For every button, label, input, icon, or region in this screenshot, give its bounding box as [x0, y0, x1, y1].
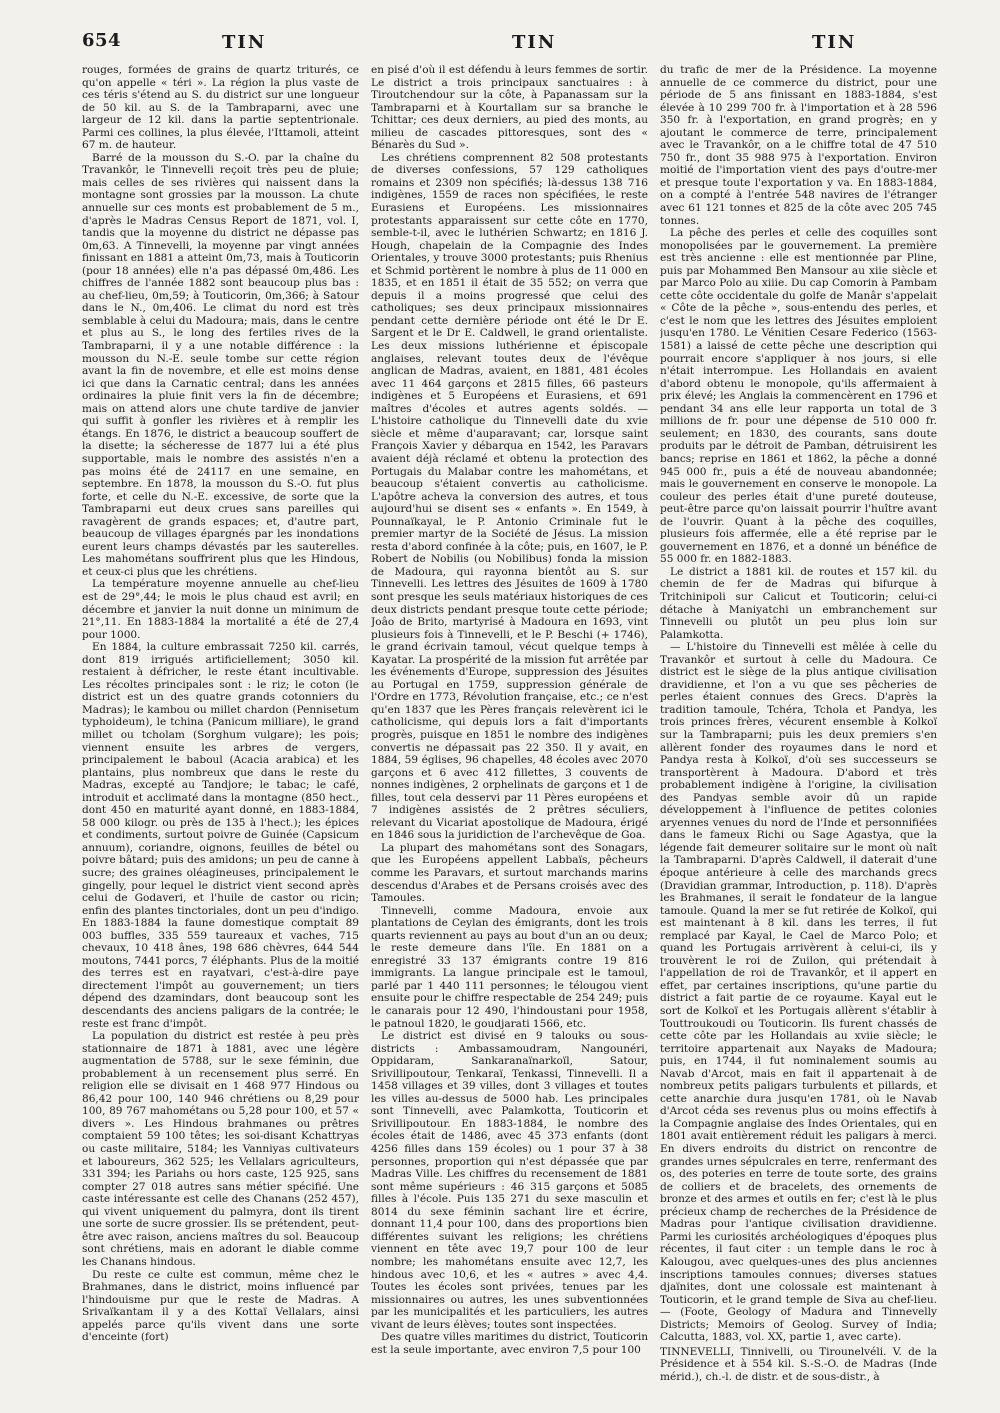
column-1	[82, 64, 359, 1384]
paragraph: La pêche des perles et celle des coquilles sont monopolisées par le gouvernement. La première est très ancienne : elle est mentionnée par Pline, puis par Mohammed Ben Mansour au xiie siècle et par Marco Polo au xiiie. Du cap Comorin à Pambam cette côte occidentale du golfe de Manâr s'appelait « Côte de la pêche », sous-entendu des perles, et c'est le nom que les lettres des Jésuites emploient jusqu'en 1780. Le Vénitien Cesare Federico (1563-1581) a laissé de cette pêche une description qui pourrait encore s'appliquer à nos jours, si elle n'était interrompue. Les Hollandais en avaient d'abord obtenu le monopole, qu'ils affermaient à prix élevé; les Anglais la commencèrent en 1796 et pendant 34 ans elle leur rapporta un total de 3 millions de fr. pour une dépense de 510 000 fr. seulement; en 1830, des courants, sans doute produits par le détroit de Pamban, détruisirent les bancs; reprise en 1861 et 1862, la pêche a donné 945 000 fr., puis a été de nouveau abandonnée; mais le gouvernement en conserve le monopole. La couleur des perles était d'une pureté douteuse, peut-être parce qu'on laissait pourrir l'huître avant de l'ouvrir. Quant à la pêche des coquilles, plusieurs fois affermée, elle a été reprise par le gouvernement en 1876, et a donné un bénéfice de 55 000 fr. en 1882-1883.	[660, 227, 937, 566]
paragraph: — L'histoire du Tinnevelli est mêlée à celle du Travankôr et surtout à celle du Madoura. Ce district est le siège de la plus antique civilisation dravidienne, et l'on a vu que ses pêcheries de perles étaient connues des Grecs. D'après la tradition tamoule, Tchéra, Tchola et Pandya, les trois princes frères, vécurent ensemble à Kolkoï sur la Tambraparni; puis les deux premiers s'en allèrent fonder des royaumes dans le nord et Pandya resta à Kolkoï, d'où ses successeurs se transportèrent à Madoura. D'abord et très probablement indigène à l'origine, la civilisation des Pandyas semble avoir dû un rapide développement à l'influence de petites colonies aryennes venues du nord de l'Inde et personnifiées dans le fameux Richi ou Sage Agastya, que la légende fait demeurer solitaire sur le mont où naît la Tambraparni. D'après Caldwell, il daterait d'une époque antérieure à celle des marchands grecs (Dravidian grammar, Introduction, p. 118). D'après les Brahmanes, il serait le fondateur de la langue tamoule. Quand la mer se fut retirée de Kolkoï, qui est maintenant à 8 kil. dans les terres, il fut remplacé par Kayal, le Cael de Marco Polo; et quand les Portugais arrivèrent à celui-ci, ils y trouvèrent le roi de Zuilon, qui prétendait à l'appellation de roi de Travankôr, et il appert en effet, par certaines inscriptions, qu'une partie du district a fait partie de ce royaume. Kayal eut le sort de Kolkoï et les Portugais allèrent s'établir à Touttroukoudi ou Touticorin. Ils furent chassés de cette côte par les Hollandais au xviie siècle; le territoire appartenait aux Nayaks de Madoura; puis, en 1744, il fut nominalement soumis au Navab d'Arcot, mais en fait il appartenait à de nombreux petits paligars turbulents et pillards, et cette anarchie dura jusqu'en 1781, où le Navab d'Arcot céda ses revenus plus ou moins effectifs à la Compagnie anglaise des Indes Orientales, qui en 1801 avait entièrement réduit les paligars à merci. En divers endroits du district on rencontre de grandes urnes sépulcrales en terre, renfermant des os, des poteries en terre de toute sorte, des grains de colliers et de bracelets, des ornements de bronze et des armes et outils en fer; c'est là le plus précieux champ de recherches de la Présidence de Madras pour l'antique civilisation dravidienne. Parmi les curiosités archéologiques d'époques plus récentes, il faut citer : un temple dans le roc à Kalougou, avec quelques-unes des plus anciennes inscriptions tamoules connues; diverses statues djaïnites, dont une colossale est maintenant à Touticorin, et le grand temple de Siva au chef-lieu. — (Foote, Geology of Madura and Tinnevelly Districts; Memoirs of Geolog. Survey of India; Calcutta, 1883, vol. XX, partie 1, avec carte).	[660, 641, 937, 1344]
paragraph: Le district a 1881 kil. de routes et 157 kil. du chemin de fer de Madras qui bifurque à Tritchinipoli sur Calicut et Touticorin; celui-ci détache à Maniyatchi un embranchement sur Tinnevelli ou plutôt un peu plus loin sur Palamkotta.	[660, 565, 937, 641]
column-2	[371, 64, 648, 1384]
paragraph: La population du district est restée à peu près stationnaire de 1871 à 1881, avec une légère augmentation de 5788, sur le sexe féminin, due probablement à un recensement plus serré. En religion elle se divisait en 1 468 977 Hindous ou 86,42 pour 100, 140 946 chrétiens ou 8,29 pour 100, 89 767 mahométans ou 5,28 pour 100, et 57 « divers ». Les Hindous brahmanes ou prêtres comptaient 59 100 têtes; les soi-disant Kchattryas ou caste militaire, 5184; les Vanniyas cultivateurs et laboureurs, 362 525; les Vellalars agriculteurs, 331 394; les Pariahs ou hors caste, 125 925, sans compter 27 018 autres sans métier spécifié. Une caste intéressante est celle des Chanans (252 457), qui vivent uniquement du palmyra, dont ils tirent une sorte de sucre grossier. Ils se prétendent, peut-être avec raison, anciens maîtres du sol. Beaucoup sont chrétiens, mais en adorant le diable comme les Chanans hindous.	[82, 1030, 359, 1268]
paragraph: Barré de la mousson du S.-O. par la chaîne du Travankôr, le Tinnevelli reçoit très peu de pluie; mais celles de ses rivières qui naissent dans la montagne sont grossies par la mousson. La chute annuelle sur ces monts est probablement de 5 m., d'après le Madras Census Report de 1871, vol. I, tandis que la moyenne du district ne dépasse pas 0m,63. A Tinnevelli, la moyenne par vingt années finissant en 1881 a atteint 0m,73, mais à Touticorin (pour 18 années) elle n'a pas dépassé 0m,486. Les chiffres de l'année 1882 sont beaucoup plus bas : au chef-lieu, 0m,59; à Touticorin, 0m,366; à Satour dans le N., 0m,406. Le climat du nord est très semblable à celui du Madoura; mais, dans le centre et plus au S., le long des fertiles rives de la Tambraparni, il y a une notable différence : la mousson du N.-E. seule tombe sur cette région avant la fin de novembre, et elle est moins dense ici que dans la Carnatic central; dans les années ordinaires la pluie finit vers la fin de décembre; mais on attend alors une chute tardive de janvier qui suffit à gonfler les rivières et à remplir les étangs. En 1876, le district a beaucoup souffert de la disette; la sécheresse de 1877 lui a été plus supportable, mais le nombre des assistés n'en a pas moins été de 24117 en une semaine, en septembre. En 1878, la mousson du S.-O. fut plus forte, et celle du N.-E. excessive, de sorte que la Tambraparni eut deux crues sans pareilles qui ravagèrent de grands espaces; et, d'autre part, beaucoup de villages épargnés par les inondations eurent leurs champs dévastés par les sauterelles. Les mahométans souffrirent plus que les Hindous, et ceux-ci plus que les chrétiens.	[82, 151, 359, 578]
running-head-center: TIN	[512, 32, 557, 53]
paragraph: Le district est divisé en 9 talouks ou sous-districts : Ambassamoudram, Nangounéri, Oppidaram, Sankaranaïnarkoïl, Satour, Srivillipoutour, Tenkaraï, Tenkassi, Tinnevelli. Il a 1458 villages et 39 villes, dont 3 villages et toutes les villes au-dessus de 5000 hab. Les principales sont Tinnevelli, avec Palamkotta, Touticorin et Srivillipoutour. En 1883-1884, le nombre des écoles était de 1486, avec 45 373 enfants (dont 4256 filles dans 159 écoles) ou 1 pour 37 à 38 personnes, proportion qui n'est dépassée que par Madras Ville. Les chiffres du recensement de 1881 sont même supérieurs : 46 315 garçons et 5085 filles à l'école. Puis 135 271 du sexe masculin et 8014 du sexe féminin sachant lire et écrire, donnant 11,4 pour 100, dans des proportions bien différentes suivant les religions; les chrétiens viennent en tête avec 19,7 pour 100 de leur nombre; les mahométans ensuite avec 12,7, les hindous avec 10,6, et les « autres » avec 4,4. Toutes les écoles sont privées, tenues par les missionnaires ou autres, les unes subventionnées par les municipalités et les particuliers, les autres vivant de leurs élèves; toutes sont inspectées.	[371, 1030, 648, 1331]
paragraph: Des quatre villes maritimes du district, Touticorin est la seule importante, avec environ 7,5 pour 100	[371, 1331, 648, 1356]
paragraph: rouges, formées de grains de quartz triturés, ce qu'on appelle « téri ». La région la plus vaste de ces téris s'étend au S. du district sur une longueur de 50 kil. au S. de la Tambraparni, avec une largeur de 12 kil. dans la partie septentrionale. Parmi ces collines, la plus élevée, l'Ittamoli, atteint 67 m. de hauteur.	[82, 64, 359, 152]
page-number: 654	[82, 30, 122, 51]
paragraph: La température moyenne annuelle au chef-lieu est de 29°,44; le mois le plus chaud est avril; en décembre et janvier la nuit donne un minimum de 21°,11. En 1883-1884 la mortalité a été de 27,4 pour 1000.	[82, 578, 359, 641]
paragraph: En 1884, la culture embrassait 7250 kil. carrés, dont 819 irrigués artificiellement; 3050 kil. restaient à défricher, le reste étant incultivable. Les récoltes principales sont : le riz; le coton (le district est un des quatre grands cotonniers du Madras); le kambou ou millet chardon (Pennisetum typhoideum), le tchina (Panicum milliare), le grand millet ou tcholam (Sorghum vulgare); les pois; viennent ensuite les arbres de vergers, principalement le baboul (Acacia arabica) et les plantains, plus nombreux que dans le reste du Madras, excepté au Tandjore; le tabac; le café, introduit et acclimaté dans la montagne (850 hect., dont 450 en maturité ayant donné, en 1883-1884, 58 000 kilogr. ou près de 135 à l'hect.); les épices et condiments, surtout poivre de Guinée (Capsicum annuum), coriandre, oignons, feuilles de bétel ou poivre bâtard; puis des amidons; un peu de canne à sucre; des graines oléagineuses, principalement le gingelly, pour lequel le district vient second après celui de Godaveri, et l'huile de castor ou ricin; enfin des plantes tinctoriales, dont un peu d'indigo. En 1883-1884 la faune domestique comptait 89 003 buffles, 335 559 taureaux et vaches, 715 chevaux, 10 418 ânes, 198 686 chèvres, 644 544 moutons, 7441 porcs, 7 éléphants. Plus de la moitié des terres est en rayatvari, c'est-à-dire paye directement l'impôt au gouvernement; un tiers dépend des dzamindars, dont beaucoup sont les descendants des anciens paligars de la contrée; le reste est franc d'impôt.	[82, 641, 359, 1030]
paragraph: Les chrétiens comprennent 82 508 protestants de diverses confessions, 57 129 catholiques romains et 2309 non spécifiés; là-dessus 138 716 indigènes, 1559 de races non spécifiées, le reste Eurasiens et Européens. Les missionnaires protestants apparaissent sur cette côte en 1770, semble-t-il, avec le luthérien Schwartz; en 1816 J. Hough, chapelain de la Compagnie des Indes Orientales, y trouve 3000 protestants; puis Rhenius et Schmid portèrent le nombre à plus de 11 000 en 1835, et en 1851 il était de 35 552; on verra que depuis il a moins progressé que celui des catholiques; ses deux principaux missionnaires pendant cette dernière période ont été le Dr E. Sargent et le Dr E. Caldwell, le grand orientaliste. Les deux missions luthérienne et épiscopale anglaises, relevant toutes deux de l'évêque anglican de Madras, avaient, en 1881, 481 écoles avec 11 464 garçons et 2815 filles, 66 pasteurs indigènes et 5 Européens et Eurasiens, et 691 maîtres d'écoles et autres agents soldés. — L'histoire catholique du Tinnevelli date du xvie siècle et même d'auparavant; car, lorsque saint François Xavier y débarqua en 1542, les Paravars avaient déjà réclamé et obtenu la protection des Portugais du Malabar contre les mahométans, et beaucoup s'étaient convertis au catholicisme. L'apôtre acheva la conversion des autres, et tous aujourd'hui se disent ses « enfants ». En 1549, à Pounnaïkayal, le P. Antonio Criminale fut le premier martyr de la Société de Jésus. La mission resta d'abord confinée à la côte; puis, en 1607, le P. Robert de Nobilis (ou Nobilibus) fonda la mission de Madoura, qui rayonna bientôt au S. sur Tinnevelli. Les lettres des Jésuites de 1609 à 1780 sont presque les seuls matériaux historiques de ces deux districts pendant presque toute cette période; Joâo de Brito, martyrisé à Madoura en 1693, vint plusieurs fois à Tinnevelli, et le P. Beschi (+ 1746), le grand écrivain tamoul, vécut quelque temps à Kayatar. La prospérité de la mission fut arrêtée par les événements d'Europe, suppression des Jésuites au Portugal en 1759, suppression générale de l'Ordre en 1773, Révolution française, etc.; ce n'est qu'en 1837 que les Pères français relevèrent ici le catholicisme, qui depuis lors a fait d'importants progrès, puisque en 1851 le nombre des indigènes convertis ne dépassait pas 22 350. Il y avait, en 1884, 59 églises, 96 chapelles, 48 écoles avec 2070 garçons et 6 avec 412 fillettes, 3 couvents de nonnes indigènes, 2 orphelinats de garçons et 1 de filles, tout cela desservi par 11 Pères européens et 7 indigènes assistés de 2 prêtres séculiers, relevant du Vicariat apostolique de Madoura, érigé en 1846 sous la juridiction de l'archevêque de Goa.	[371, 151, 648, 842]
page-header	[82, 30, 938, 62]
column-3	[660, 64, 937, 1384]
paragraph: en pisé d'où il est défendu à leurs femmes de sortir. Le district a trois principaux sanctuaires : à Tiroutchendour sur la côte, à Papanassam sur la Tambraparni et à Kourtallam sur sa branche le Tchittar; ces deux derniers, au pied des monts, au milieu de cascades pittoresques, sont des « Bénarès du Sud ».	[371, 64, 648, 152]
running-head-right: TIN	[812, 32, 857, 53]
paragraph: du trafic de mer de la Présidence. La moyenne annuelle de ce commerce du district, pour une période de 5 ans finissant en 1883-1884, s'est élevée à 10 299 700 fr. à l'importation et à 28 596 350 fr. à l'exportation, en grand progrès; en y ajoutant le commerce de terre, principalement avec le Travankôr, on a le chiffre total de 47 510 750 fr., dont 35 988 975 à l'exportation. Environ moitié de l'importation vient des pays d'outre-mer et presque toute l'exportation y va. En 1883-1884, on a compté à l'entrée 548 navires de l'étranger avec 61 121 tonnes et 825 de la côte avec 205 745 tonnes.	[660, 64, 937, 227]
dictionary-entry: TINNEVELLI, Tinnivelli, ou Tirounelvéli. V. de la Présidence et à 554 kil. S.-S.-O. de Madras (Inde mérid.), ch.-l. de distr. et de sous-distr., à	[660, 1345, 937, 1383]
paragraph: Tinnevelli, comme Madoura, envoie aux plantations de Ceylan des émigrants, dont les trois quarts reviennent au pays au bout d'un an ou deux; le reste demeure dans l'île. En 1881 on a enregistré 33 137 émigrants contre 19 816 immigrants. La langue principale est le tamoul, parlé par 1 440 111 personnes; le télougou vient ensuite pour le chiffre respectable de 254 249; puis le canarais pour 12 490, l'hindoustani pour 1958, le patnoul 1820, le goudjarati 1566, etc.	[371, 904, 648, 1030]
paragraph: Du reste ce culte est commun, même chez le Brahmanes, dans le district, moins influencé par l'hindouisme pur que le reste de Madras. A Srivaïkantam il y a des Kottaï Vellalars, ainsi appelés parce qu'ils vivent dans une sorte d'enceinte (fort)	[82, 1268, 359, 1344]
text-columns	[82, 64, 938, 1384]
running-head-left: TIN	[222, 32, 267, 53]
paragraph: La plupart des mahométans sont des Sonagars, que les Européens appellent Labbaïs, pêcheurs comme les Paravars, et surtout marchands marins descendus d'Arabes et de Persans croisés avec des Tamoules.	[371, 841, 648, 905]
